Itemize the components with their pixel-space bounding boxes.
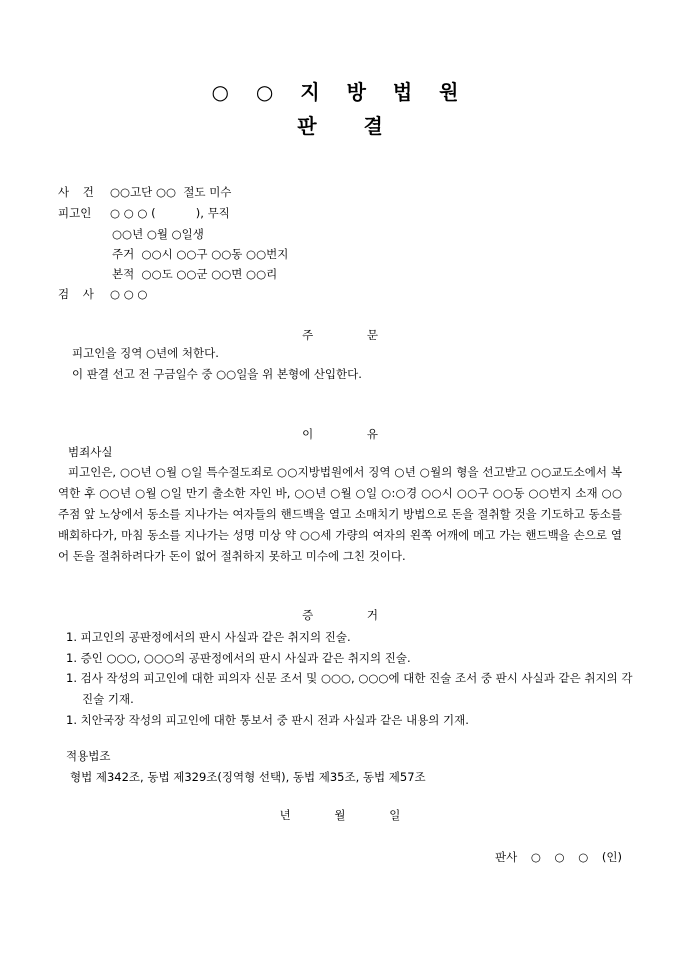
defendant-value: ○ ○ ○ ( ), 무직 [110, 206, 230, 220]
disposition-heading: 주 문 [302, 328, 378, 342]
facts-title: 범죄사실 [68, 445, 113, 459]
judge-signature: 판사 ○ ○ ○ (인) [494, 850, 622, 864]
defendant-birth: ○○년 ○월 ○일생 [112, 227, 204, 241]
law-text: 형법 제342조, 동법 제329조(징역형 선택), 동법 제35조, 동법 제57조 [70, 770, 426, 784]
case-label: 사 건 [58, 185, 99, 199]
defendant-registry: 본적 ○○도 ○○군 ○○면 ○○리 [112, 267, 278, 281]
prosecutor-label: 검 사 [58, 287, 99, 301]
disposition-line: 피고인을 징역 ○년에 처한다. [72, 346, 219, 360]
judgment-date: 년 월 일 [279, 808, 401, 822]
evidence-heading: 증 거 [302, 608, 378, 622]
document-type: 판 결 [297, 114, 383, 138]
evidence-item: 1. 증인 ○○○, ○○○의 공판정에서의 판시 사실과 같은 취지의 진술. [66, 651, 411, 665]
reasons-heading: 이 유 [302, 427, 378, 441]
facts-paragraph: 피고인은, ○○년 ○월 ○일 특수절도죄로 ○○지방법원에서 징역 ○년 ○월의 형을 선고받고 ○○교도소에서 복역한 후 ○○년 ○월 ○일 만기 출소한 자인 바, ○○년 ○월 ○일 ○:○경 ○○시 ○○구 ○○동 ○○번지 소재 ○○ 주점 앞 노상에서 동소를 지나가는 여자들의 핸드백을 열고 소매치기 방법으로 돈을 절취할 것을 기도하고 동소를 배회하다가, 마침 동소를 지나가는 성명 미상 약 ○○세 가량의 여자의 왼쪽 어깨에 메고 가는 핸드백을 손으로 열어 돈을 절취하려다가 돈이 없어 절취하지 못하고 미수에 그친 것이다. [58, 465, 622, 563]
evidence-item: 1. 치안국장 작성의 피고인에 대한 통보서 중 판시 전과 사실과 같은 내용의 기재. [66, 713, 469, 727]
law-title: 적용법조 [66, 749, 111, 763]
prosecutor-value: ○ ○ ○ [110, 287, 148, 301]
evidence-item: 1. 검사 작성의 피고인에 대한 피의자 신문 조서 및 ○○○, ○○○에 대한 진술 조서 중 판시 사실과 같은 취지의 각 진술 기재. [66, 671, 633, 706]
court-name: ○ ○ 지 방 법 원 [211, 80, 469, 104]
defendant-label: 피고인 [58, 206, 92, 220]
evidence-item: 1. 피고인의 공판정에서의 판시 사실과 같은 취지의 진술. [66, 630, 351, 644]
disposition-line: 이 판결 선고 전 구금일수 중 ○○일을 위 본형에 산입한다. [72, 367, 362, 381]
case-value: ○○고단 ○○ 절도 미수 [110, 185, 232, 199]
defendant-address: 주거 ○○시 ○○구 ○○동 ○○번지 [112, 247, 289, 261]
